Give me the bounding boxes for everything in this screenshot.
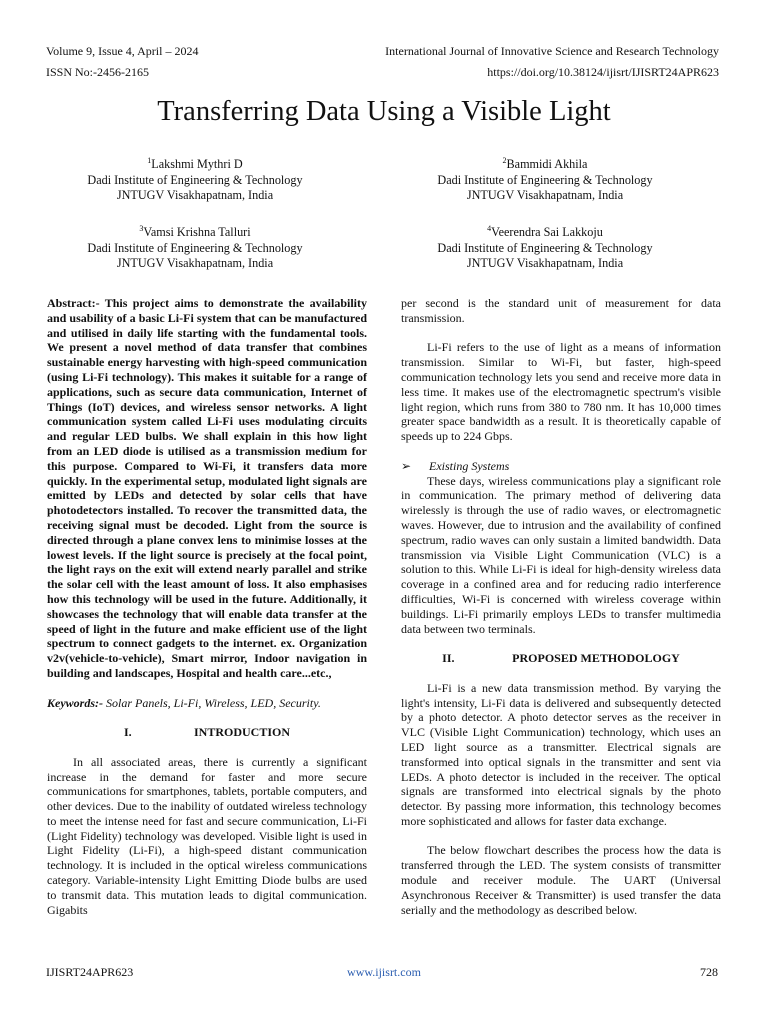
author-affiliation: Dadi Institute of Engineering & Technology — [87, 172, 303, 187]
section-heading-methodology — [401, 651, 721, 666]
section-number: I. — [123, 725, 132, 740]
author-block-4 — [380, 225, 710, 272]
keywords-label: Keywords:- — [47, 695, 103, 710]
right-column — [401, 296, 721, 917]
author-name: Veerendra Sai Lakkoju — [491, 225, 603, 239]
author-location: JNTUGV Visakhapatnam, India — [116, 256, 274, 271]
existing-systems-heading — [401, 459, 721, 474]
paper-title: Transferring Data Using a Visible Light — [157, 96, 611, 127]
author-block-2 — [380, 157, 710, 204]
methodology-paragraph-2: The below flowchart describes the process how the data is transferred through the LED. The system consists of transmitter module and receiver module. The UART (Universal Asynchronous Receiver & Transmitter) is used transfer the data serially and the methodology as described below. — [401, 843, 721, 917]
author-location: JNTUGV Visakhapatnam, India — [466, 188, 624, 203]
page-number: 728 — [700, 965, 718, 979]
left-column — [47, 296, 367, 917]
abstract: Abstract:- This project aims to demonstrate the availability and usability of a basic Li-Fi system that can be manufactured and utilised in daily life starting with the fundamental tools. We present a novel method of data transfer that combines sustainable energy harvesting with high-speed communication (using Li-Fi technology). This makes it suitable for a range of applications, such as secure data communication, Internet of Things (IoT) devices, and wireless sensor networks. A light communication system called Li-Fi uses modulating circuits and regular LED bulbs. We shall explain in this how light from an LED diode is utilised as a transmission medium for this purpose. Compared to Wi-Fi, it transfers data more quickly. In the experimental setup, modulated light signals are emitted by LEDs and detected by solar cells that have photodetectors installed. To recover the transmitted data, the receiving signal must be decoded. Light from the source is directed through a plane convex lens to minimise losses at the lowest levels. If the light source is precisely at the focal point, the light rays on the exit will extend nearly parallel and strike the solar cell with the least amount of loss. It also emphasises how this technology will be used in the future. Additionally, it showcases the technology that will enable data transfer at the speed of light in the future and make efficient use of the light spectrum to connect gadgets to the internet. ex. Organization v2v(vehicle-to-vehicle), Smart mirror, Indoor navigation in building and landscapes, Hospital and health care...etc., — [47, 296, 367, 680]
author-block-1 — [30, 157, 360, 204]
doi-link[interactable]: https://doi.org/10.38124/ijisrt/IJISRT24APR623 — [487, 65, 719, 79]
section-title: INTRODUCTION — [193, 725, 290, 740]
author-affiliation: Dadi Institute of Engineering & Technology — [437, 240, 653, 255]
author-block-3 — [30, 225, 360, 272]
section-heading-introduction — [47, 725, 367, 740]
lifi-paragraph: Li-Fi refers to the use of light as a means of information transmission. Similar to Wi-Fi, but faster, high-speed communication technology lets you send and receive more data in less time. It makes use of the electromagnetic spectrum's visible light region, which runs from 380 to 780 nm. It has 10,000 times greater space bandwidth as a result. It is theoretically capable of speeds up to 224 Gbps. — [401, 340, 721, 444]
author-affiliation: Dadi Institute of Engineering & Technology — [87, 240, 303, 255]
author-location: JNTUGV Visakhapatnam, India — [466, 256, 624, 271]
volume-info: Volume 9, Issue 4, April – 2024 — [46, 44, 199, 58]
author-number: 3 — [139, 223, 144, 233]
existing-systems-paragraph: These days, wireless communications play a significant role in communication. The primary method of delivering data wirelessly is through the use of radio waves, or electromagnetic waves. However, due to intrusion and the availability of confined spectrum, radio waves can only sustain a limited bandwidth. Data transmission via Visible Light Communication (VLC) is a solution to this. While Li-Fi is ideal for high-density wireless data coverage in a confined area and for reducing radio interference difficulties, Wi-Fi is concerned with wireless coverage within buildings. Li-Fi primarily employs LEDs to transfer multimedia data between two terminals. — [401, 473, 721, 636]
author-number: 2 — [502, 155, 507, 165]
section-number: II. — [442, 651, 455, 666]
author-number: 4 — [487, 223, 492, 233]
keywords — [47, 696, 367, 711]
journal-name: International Journal of Innovative Science and Research Technology — [385, 44, 719, 58]
issn: ISSN No:-2456-2165 — [46, 65, 150, 79]
subsection-title: Existing Systems — [429, 458, 510, 473]
author-affiliation: Dadi Institute of Engineering & Technology — [437, 172, 653, 187]
author-name: Bammidi Akhila — [506, 157, 588, 171]
continuation-paragraph: per second is the standard unit of measurement for data transmission. — [401, 296, 721, 325]
author-number: 1 — [147, 155, 152, 165]
author-location: JNTUGV Visakhapatnam, India — [116, 188, 274, 203]
footer-website-link[interactable]: www.ijisrt.com — [347, 965, 421, 979]
methodology-paragraph-1: Li-Fi is a new data transmission method. By varying the light's intensity, Li-Fi data is delivered and subsequently detected by a photo detector. A photo detector serves as the receiver in VLC (Visible Light Communication) technology, which uses an LED light source as a transmitter. Electrical signals are transformed into optical signals in the transmitter and sent via LEDs. A photo detector is included in the receiver. The optical signals are transformed into electrical signals by the photo detector. By passing more information, this technology becomes more sophisticated and allows for faster data exchange. — [401, 680, 721, 828]
author-name: Vamsi Krishna Talluri — [143, 225, 251, 239]
keywords-text: Solar Panels, Li-Fi, Wireless, LED, Security. — [103, 695, 321, 710]
footer-paper-id: IJISRT24APR623 — [46, 965, 134, 979]
author-name: Lakshmi Mythri D — [151, 157, 243, 171]
intro-paragraph: In all associated areas, there is currently a significant increase in the demand for faster and more secure communications for smartphones, tablets, portable computers, and other devices. Due to the inability of outdated wireless technology to meet the intense need for fast and secure communication, Li-Fi (Light Fidelity) technology was developed. Visible light is used in Light Fidelity (Li-Fi), a high-speed distant communication technology. It is included in the optical wireless communications category. Variable-intensity Light Emitting Diode bulbs are used to transmit data. This mutation leads to digital communication. Gigabits — [47, 754, 367, 917]
section-title: PROPOSED METHODOLOGY — [512, 651, 680, 666]
arrow-bullet-icon: ➢ — [401, 458, 412, 473]
